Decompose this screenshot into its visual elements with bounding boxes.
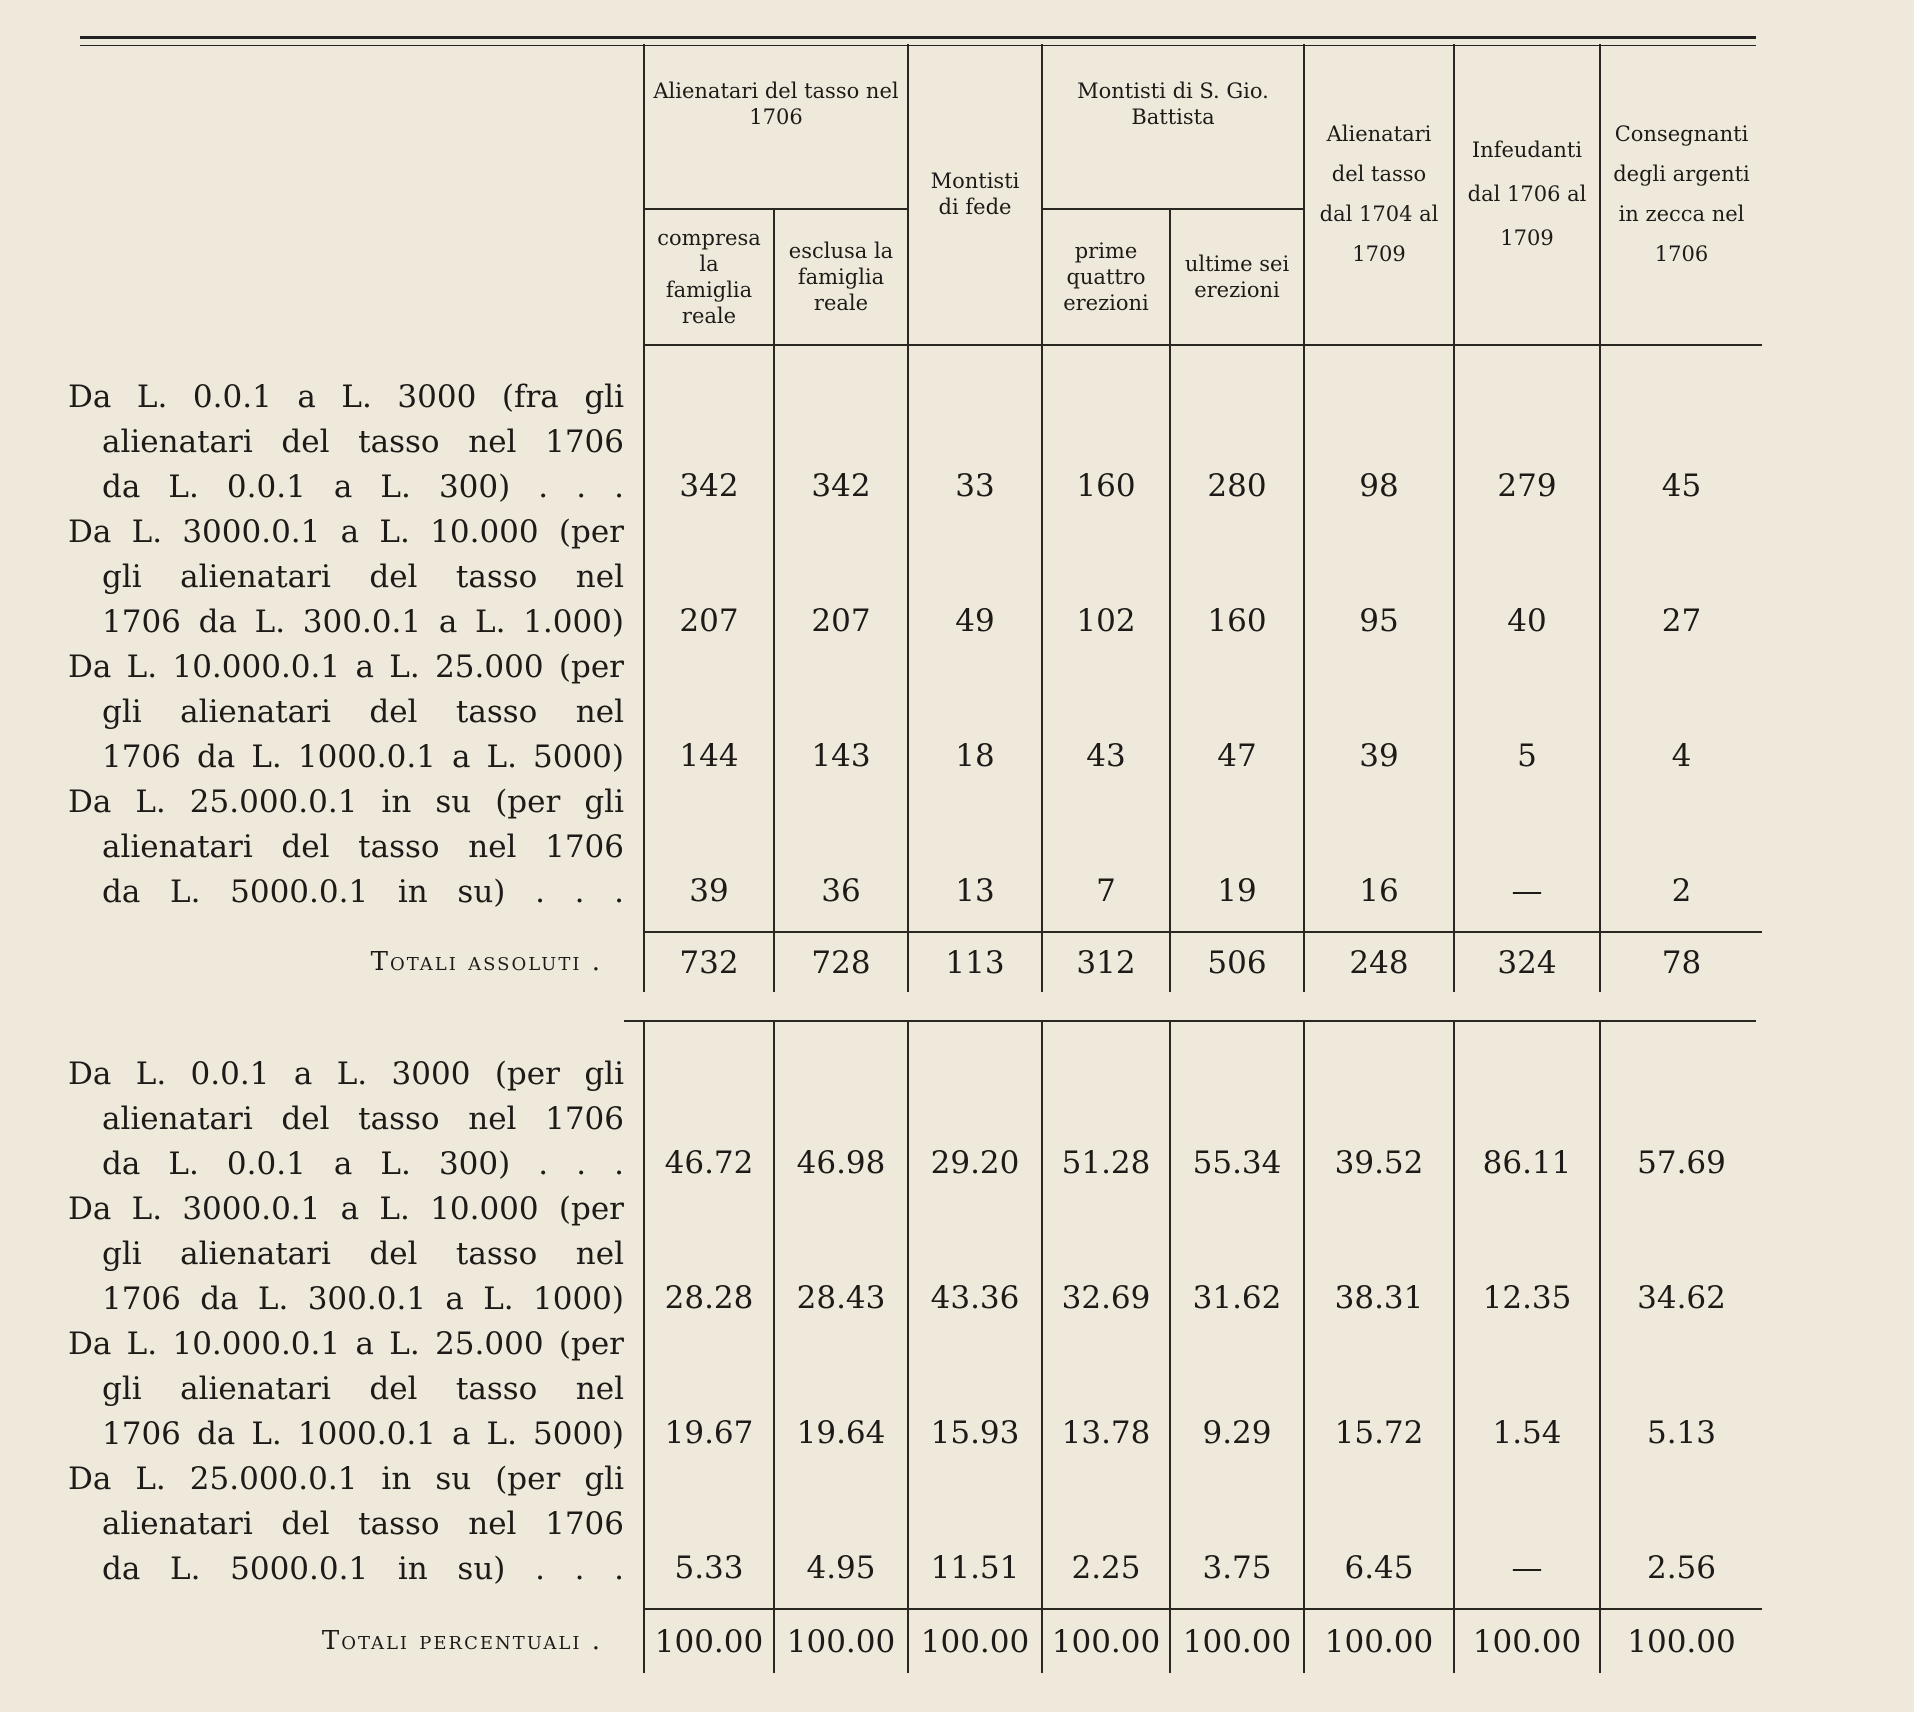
label-line: 1706 da L. 1000.0.1 a L. 5000): [102, 1416, 624, 1452]
absolute-value-cell: 98: [1304, 375, 1454, 510]
absolute-row-label: [68, 375, 624, 510]
percent-value-cell: 39.52: [1304, 1052, 1454, 1187]
percent-value-cell: 1.54: [1454, 1322, 1600, 1457]
percent-row: [68, 1322, 1762, 1457]
absolute-value-cell: 16: [1304, 780, 1454, 915]
percent-value-cell: 15.72: [1304, 1322, 1454, 1457]
absolute-value-cell: —: [1454, 780, 1600, 915]
percent-values-table: [68, 1022, 1762, 1673]
total-percent-cell: 100.00: [1304, 1609, 1454, 1673]
absolute-row: [68, 645, 1762, 780]
total-absolute-cell: 312: [1042, 932, 1170, 992]
total-absolute-cell: 113: [908, 932, 1042, 992]
label-line: gli alienatari del tasso nel: [102, 1371, 624, 1407]
header-consegnanti: Consegnanti degli argenti in zecca nel 1706: [1600, 44, 1762, 345]
absolute-value-cell: 160: [1042, 375, 1170, 510]
absolute-value-cell: 144: [644, 645, 774, 780]
absolute-value-cell: 39: [1304, 645, 1454, 780]
absolute-value-cell: 13: [908, 780, 1042, 915]
percent-value-cell: 43.36: [908, 1187, 1042, 1322]
label-line: Da L. 10.000.0.1 a L. 25.000 (per: [68, 1326, 624, 1362]
total-absolute-cell: 506: [1170, 932, 1304, 992]
header-montisti-sgb: Montisti di S. Gio. Battista: [1042, 44, 1304, 209]
absolute-value-cell: 19: [1170, 780, 1304, 915]
header-esclusa-famiglia-reale: esclusa la famiglia reale: [774, 209, 908, 345]
absolute-value-cell: 18: [908, 645, 1042, 780]
total-percent-cell: 100.00: [644, 1609, 774, 1673]
absolute-value-cell: 143: [774, 645, 908, 780]
label-line: gli alienatari del tasso nel: [102, 1236, 624, 1272]
absolute-value-cell: 36: [774, 780, 908, 915]
label-line: gli alienatari del tasso nel: [102, 559, 624, 595]
percent-value-cell: 29.20: [908, 1052, 1042, 1187]
percent-value-cell: 28.28: [644, 1187, 774, 1322]
percent-value-cell: 51.28: [1042, 1052, 1170, 1187]
percent-value-cell: 55.34: [1170, 1052, 1304, 1187]
percent-value-cell: 46.72: [644, 1052, 774, 1187]
percent-row-label: [68, 1457, 624, 1592]
absolute-value-cell: 342: [644, 375, 774, 510]
percent-value-cell: 12.35: [1454, 1187, 1600, 1322]
percent-value-cell: 9.29: [1170, 1322, 1304, 1457]
total-absolute-cell: 732: [644, 932, 774, 992]
absolute-row-label: [68, 510, 624, 645]
header-alienatari-tasso-1706: Alienatari del tasso nel 1706: [644, 44, 908, 209]
absolute-value-cell: 7: [1042, 780, 1170, 915]
absolute-value-cell: 280: [1170, 375, 1304, 510]
header-ultime-sei-erezioni: ultime sei erezioni: [1170, 209, 1304, 345]
percent-row: [68, 1052, 1762, 1187]
percent-value-cell: 32.69: [1042, 1187, 1170, 1322]
header-compresa-famiglia-reale: compresa la famiglia reale: [644, 209, 774, 345]
absolute-row: [68, 780, 1762, 915]
label-line: Da L. 25.000.0.1 in su (per gli: [68, 784, 624, 820]
label-line: 1706 da L. 1000.0.1 a L. 5000): [102, 739, 624, 775]
absolute-value-cell: 279: [1454, 375, 1600, 510]
percent-value-cell: 15.93: [908, 1322, 1042, 1457]
percent-row-label: [68, 1187, 624, 1322]
percent-row-label: [68, 1322, 624, 1457]
label-line: Da L. 10.000.0.1 a L. 25.000 (per: [68, 649, 624, 685]
header-montisti-di-fede: Montisti di fede: [908, 44, 1042, 345]
absolute-row-label: [68, 780, 624, 915]
absolute-value-cell: 102: [1042, 510, 1170, 645]
label-line: da L. 5000.0.1 in su) . . .: [102, 874, 624, 910]
percent-value-cell: 31.62: [1170, 1187, 1304, 1322]
absolute-value-cell: 207: [644, 510, 774, 645]
percent-value-cell: 4.95: [774, 1457, 908, 1592]
total-absolute-cell: 728: [774, 932, 908, 992]
percent-value-cell: 19.64: [774, 1322, 908, 1457]
percent-value-cell: 57.69: [1600, 1052, 1762, 1187]
percent-value-cell: 34.62: [1600, 1187, 1762, 1322]
label-line: alienatari del tasso nel 1706: [102, 1506, 624, 1542]
label-line: gli alienatari del tasso nel: [102, 694, 624, 730]
absolute-value-cell: 160: [1170, 510, 1304, 645]
absolute-row: [68, 510, 1762, 645]
total-percent-cell: 100.00: [1042, 1609, 1170, 1673]
percent-value-cell: 3.75: [1170, 1457, 1304, 1592]
totali-percentuali-label: Totali percentuali .: [321, 1626, 602, 1656]
label-line: da L. 5000.0.1 in su) . . .: [102, 1551, 624, 1587]
total-percent-cell: 100.00: [774, 1609, 908, 1673]
absolute-value-cell: 27: [1600, 510, 1762, 645]
percent-row-label: [68, 1052, 624, 1187]
absolute-value-cell: 5: [1454, 645, 1600, 780]
absolute-value-cell: 43: [1042, 645, 1170, 780]
percent-value-cell: 2.25: [1042, 1457, 1170, 1592]
label-line: alienatari del tasso nel 1706: [102, 424, 624, 460]
header-prime-quattro-erezioni: prime quattro erezioni: [1042, 209, 1170, 345]
absolute-value-cell: 33: [908, 375, 1042, 510]
absolute-row: [68, 375, 1762, 510]
label-line: alienatari del tasso nel 1706: [102, 829, 624, 865]
percent-value-cell: 86.11: [1454, 1052, 1600, 1187]
total-percent-cell: 100.00: [1170, 1609, 1304, 1673]
absolute-value-cell: 342: [774, 375, 908, 510]
percent-row: [68, 1187, 1762, 1322]
total-percent-cell: 100.00: [1600, 1609, 1762, 1673]
percent-row: [68, 1457, 1762, 1592]
total-percent-cell: 100.00: [1454, 1609, 1600, 1673]
label-line: alienatari del tasso nel 1706: [102, 1101, 624, 1137]
percent-value-cell: 5.33: [644, 1457, 774, 1592]
absolute-value-cell: 40: [1454, 510, 1600, 645]
total-percent-cell: 100.00: [908, 1609, 1042, 1673]
label-line: 1706 da L. 300.0.1 a L. 1.000): [102, 604, 624, 640]
header-infeudanti: Infeudanti dal 1706 al 1709: [1454, 44, 1600, 345]
absolute-value-cell: 207: [774, 510, 908, 645]
absolute-row-label: [68, 645, 624, 780]
percent-value-cell: 46.98: [774, 1052, 908, 1187]
absolute-value-cell: 45: [1600, 375, 1762, 510]
total-absolute-cell: 78: [1600, 932, 1762, 992]
label-line: 1706 da L. 300.0.1 a L. 1000): [102, 1281, 624, 1317]
percent-value-cell: —: [1454, 1457, 1600, 1592]
percent-value-cell: 5.13: [1600, 1322, 1762, 1457]
absolute-value-cell: 95: [1304, 510, 1454, 645]
label-line: Da L. 25.000.0.1 in su (per gli: [68, 1461, 624, 1497]
percent-value-cell: 2.56: [1600, 1457, 1762, 1592]
label-line: Da L. 3000.0.1 a L. 10.000 (per: [68, 1191, 624, 1227]
total-absolute-cell: 324: [1454, 932, 1600, 992]
total-absolute-cell: 248: [1304, 932, 1454, 992]
label-line: Da L. 0.0.1 a L. 3000 (fra gli: [68, 379, 624, 415]
absolute-value-cell: 2: [1600, 780, 1762, 915]
absolute-value-cell: 49: [908, 510, 1042, 645]
absolute-value-cell: 39: [644, 780, 774, 915]
totali-assoluti-label: Totali assoluti .: [370, 947, 602, 977]
header-alienatari-1704-1709: Alienatari del tasso dal 1704 al 1709: [1304, 44, 1454, 345]
label-line: da L. 0.0.1 a L. 300) . . .: [102, 469, 624, 505]
percent-value-cell: 6.45: [1304, 1457, 1454, 1592]
label-line: Da L. 3000.0.1 a L. 10.000 (per: [68, 514, 624, 550]
percent-value-cell: 28.43: [774, 1187, 908, 1322]
absolute-value-cell: 4: [1600, 645, 1762, 780]
percent-value-cell: 38.31: [1304, 1187, 1454, 1322]
percent-value-cell: 19.67: [644, 1322, 774, 1457]
absolute-values-table: [68, 44, 1762, 992]
label-line: Da L. 0.0.1 a L. 3000 (per gli: [68, 1056, 624, 1092]
absolute-value-cell: 47: [1170, 645, 1304, 780]
label-line: da L. 0.0.1 a L. 300) . . .: [102, 1146, 624, 1182]
percent-value-cell: 11.51: [908, 1457, 1042, 1592]
percent-value-cell: 13.78: [1042, 1322, 1170, 1457]
header-blank: [68, 44, 624, 209]
